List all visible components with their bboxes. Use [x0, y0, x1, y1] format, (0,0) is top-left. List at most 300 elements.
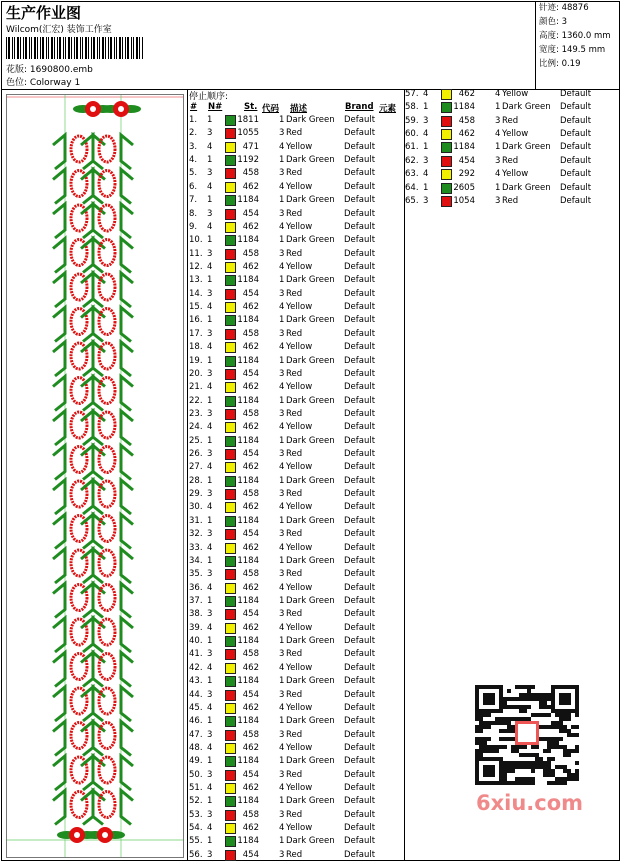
color-description: Dark Green [502, 142, 551, 153]
list-item [189, 849, 404, 862]
needle-number: 3 [207, 328, 213, 339]
thread-brand: Default [560, 102, 592, 113]
color-swatch [441, 183, 452, 194]
thread-code: 462 [242, 462, 259, 473]
list-item [189, 341, 404, 354]
thread-brand: Default [560, 169, 592, 180]
needle-number: 1 [423, 102, 429, 113]
row-index: 12. [189, 262, 203, 272]
list-item [189, 501, 404, 514]
list-item [189, 314, 404, 327]
thread-code: 458 [242, 729, 259, 740]
row-index: 17. [189, 328, 203, 339]
color-description: Yellow [502, 129, 529, 140]
color-number: 4 [279, 262, 285, 272]
color-number: 3 [279, 288, 285, 299]
needle-number: 1 [207, 475, 213, 486]
needle-number: 1 [207, 596, 213, 606]
thread-code: 1184 [453, 102, 475, 113]
needle-number: 4 [207, 382, 213, 393]
color-description: Yellow [286, 221, 313, 232]
thread-brand: Default [344, 315, 376, 326]
thread-brand: Default [344, 823, 376, 834]
thread-code: 462 [242, 742, 259, 753]
thread-code: 462 [242, 702, 259, 713]
color-swatch [225, 409, 236, 420]
stop-sequence-label: 停止顺序: [189, 92, 229, 102]
row-index: 18. [189, 342, 203, 353]
color-description: Yellow [286, 662, 313, 673]
thread-brand: Default [560, 155, 592, 166]
color-number: 4 [279, 662, 285, 673]
color-description: Red [286, 809, 303, 820]
row-index: 14. [189, 288, 203, 299]
thread-code: 1184 [237, 515, 259, 526]
needle-number: 1 [207, 435, 213, 446]
thread-code: 458 [242, 809, 259, 820]
color-description: Red [286, 248, 303, 259]
row-index: 35. [189, 569, 203, 580]
thread-brand: Default [344, 716, 376, 727]
row-index: 4. [189, 155, 198, 166]
thread-brand: Default [344, 542, 376, 553]
list-item [189, 288, 404, 301]
color-description: Red [502, 115, 519, 126]
list-item [189, 542, 404, 555]
color-swatch [225, 730, 236, 741]
color-swatch [441, 89, 452, 100]
stitch-count: 针迹: 48876 [539, 3, 589, 13]
row-index: 25. [189, 435, 203, 446]
color-number: 4 [279, 382, 285, 393]
thread-code: 462 [242, 542, 259, 553]
thread-code: 462 [242, 302, 259, 312]
thread-brand: Default [344, 208, 376, 219]
color-description: Dark Green [286, 596, 335, 606]
color-number: 3 [495, 155, 501, 166]
needle-number: 3 [207, 489, 213, 500]
thread-brand: Default [344, 262, 376, 272]
thread-code: 458 [242, 569, 259, 580]
list-item [189, 782, 404, 795]
thread-code: 454 [242, 368, 259, 379]
thread-brand: Default [344, 221, 376, 232]
thread-brand: Default [344, 235, 376, 246]
thread-brand: Default [344, 555, 376, 566]
thread-code: 1184 [237, 636, 259, 646]
needle-number: 4 [207, 462, 213, 473]
color-swatch [225, 502, 236, 513]
color-description: Yellow [286, 302, 313, 312]
color-number: 1 [279, 636, 285, 646]
thread-brand: Default [344, 502, 376, 513]
color-number: 3 [279, 368, 285, 379]
thread-brand: Default [344, 489, 376, 500]
color-description: Yellow [286, 181, 313, 192]
needle-number: 4 [423, 169, 429, 180]
list-item [189, 835, 404, 848]
list-item [189, 221, 404, 234]
needle-number: 3 [207, 689, 213, 700]
row-index: 11. [189, 248, 203, 259]
color-description: Dark Green [286, 796, 335, 807]
needle-number: 3 [423, 195, 429, 206]
color-swatch [225, 128, 236, 139]
needle-number: 4 [207, 181, 213, 192]
row-index: 52. [189, 796, 203, 807]
color-number: 3 [279, 208, 285, 219]
row-index: 37. [189, 596, 203, 606]
color-number: 1 [279, 355, 285, 366]
color-description: Dark Green [286, 395, 335, 406]
list-item [189, 167, 404, 180]
list-item [189, 622, 404, 635]
needle-number: 1 [207, 355, 213, 366]
needle-number: 3 [207, 168, 213, 179]
color-swatch [441, 129, 452, 140]
row-index: 55. [189, 836, 203, 847]
row-index: 3. [189, 141, 198, 152]
needle-number: 1 [207, 315, 213, 326]
row-index: 15. [189, 302, 203, 312]
color-number: 4 [279, 221, 285, 232]
thread-brand: Default [344, 168, 376, 179]
color-swatch [225, 836, 236, 847]
color-description: Yellow [286, 462, 313, 473]
list-item [189, 515, 404, 528]
thread-code: 454 [242, 208, 259, 219]
color-description: Dark Green [286, 235, 335, 246]
row-index: 31. [189, 515, 203, 526]
thread-code: 292 [458, 169, 475, 180]
color-swatch [225, 302, 236, 313]
color-description: Red [286, 729, 303, 740]
color-swatch [225, 796, 236, 807]
thread-code: 454 [242, 689, 259, 700]
color-number: 4 [279, 141, 285, 152]
thread-brand: Default [344, 836, 376, 847]
color-description: Red [286, 128, 303, 139]
row-index: 28. [189, 475, 203, 486]
color-swatch [225, 315, 236, 326]
needle-number: 1 [207, 235, 213, 246]
watermark-logo: 6xiu.com [476, 791, 584, 815]
needle-number: 3 [207, 449, 213, 459]
col-header-number: # [190, 102, 198, 112]
list-item [189, 234, 404, 247]
thread-brand: Default [560, 142, 592, 153]
thread-code: 2605 [453, 182, 475, 193]
row-index: 59. [405, 115, 419, 126]
list-item [189, 555, 404, 568]
needle-number: 4 [207, 141, 213, 152]
color-number: 4 [279, 622, 285, 633]
needle-number: 4 [207, 662, 213, 673]
color-description: Yellow [286, 262, 313, 272]
list-item [189, 769, 404, 782]
thread-brand: Default [344, 342, 376, 353]
color-swatch [225, 703, 236, 714]
color-swatch [225, 489, 236, 500]
row-index: 30. [189, 502, 203, 513]
thread-code: 462 [242, 262, 259, 272]
thread-code: 462 [242, 382, 259, 393]
thread-code: 1184 [237, 676, 259, 687]
color-swatch [225, 436, 236, 447]
thread-code: 1184 [237, 195, 259, 206]
row-index: 49. [189, 756, 203, 767]
needle-number: 1 [207, 395, 213, 406]
color-description: Yellow [286, 141, 313, 152]
list-item [189, 114, 404, 127]
color-number: 3 [279, 609, 285, 620]
thread-code: 1184 [237, 235, 259, 246]
row-index: 19. [189, 355, 203, 366]
thread-brand: Default [344, 462, 376, 473]
needle-number: 3 [207, 729, 213, 740]
qr-code [471, 681, 583, 789]
row-index: 22. [189, 395, 203, 406]
thread-brand: Default [344, 796, 376, 807]
color-description: Dark Green [286, 756, 335, 767]
thread-brand: Default [344, 849, 376, 860]
thread-code: 454 [242, 449, 259, 459]
thread-code: 1184 [237, 475, 259, 486]
color-swatch [225, 356, 236, 367]
needle-number: 3 [207, 368, 213, 379]
color-number: 4 [495, 169, 501, 180]
thread-code: 1055 [237, 128, 259, 139]
list-item [189, 608, 404, 621]
list-item [189, 355, 404, 368]
list-item [189, 689, 404, 702]
row-index: 42. [189, 662, 203, 673]
color-description: Dark Green [286, 315, 335, 326]
needle-number: 3 [207, 809, 213, 820]
color-description: Yellow [286, 702, 313, 713]
color-swatch [225, 449, 236, 460]
needle-number: 3 [207, 128, 213, 139]
thread-brand: Default [344, 382, 376, 393]
needle-number: 4 [423, 89, 429, 99]
needle-number: 4 [207, 342, 213, 353]
list-item [189, 461, 404, 474]
thread-code: 454 [458, 155, 475, 166]
thread-brand: Default [344, 622, 376, 633]
color-swatch [225, 676, 236, 687]
row-index: 2. [189, 128, 198, 139]
thread-code: 458 [242, 248, 259, 259]
color-number: 1 [279, 435, 285, 446]
list-item [405, 182, 620, 195]
color-number: 3 [495, 195, 501, 206]
color-description: Yellow [502, 89, 529, 99]
list-item [189, 582, 404, 595]
thread-brand: Default [344, 422, 376, 433]
thread-code: 454 [242, 288, 259, 299]
list-item [189, 194, 404, 207]
thread-code: 462 [242, 783, 259, 793]
needle-number: 4 [207, 502, 213, 513]
row-index: 43. [189, 676, 203, 687]
color-number: 4 [495, 89, 501, 99]
row-index: 53. [189, 809, 203, 820]
needle-number: 1 [207, 195, 213, 206]
thread-code: 462 [458, 89, 475, 99]
row-index: 13. [189, 275, 203, 286]
color-number: 4 [279, 342, 285, 353]
thread-code: 1184 [237, 275, 259, 286]
needle-number: 1 [207, 636, 213, 646]
thread-brand: Default [344, 596, 376, 606]
thread-code: 1184 [237, 315, 259, 326]
thread-brand: Default [344, 809, 376, 820]
color-number: 1 [279, 115, 285, 125]
thread-code: 462 [242, 422, 259, 433]
color-number: 3 [495, 115, 501, 126]
color-number: 4 [279, 502, 285, 513]
color-swatch [225, 476, 236, 487]
design-height: 高度: 1360.0 mm [539, 31, 611, 41]
thread-brand: Default [344, 569, 376, 580]
color-description: Dark Green [286, 355, 335, 366]
thread-brand: Default [344, 676, 376, 687]
row-index: 20. [189, 368, 203, 379]
list-item [405, 155, 620, 168]
row-index: 29. [189, 489, 203, 500]
needle-number: 3 [207, 529, 213, 540]
thread-brand: Default [560, 89, 592, 99]
thread-brand: Default [560, 182, 592, 193]
colorway: 色位: Colorway 1 [6, 78, 81, 88]
needle-number: 3 [207, 609, 213, 620]
color-description: Yellow [502, 169, 529, 180]
row-index: 21. [189, 382, 203, 393]
color-number: 1 [279, 836, 285, 847]
color-number: 3 [279, 809, 285, 820]
thread-code: 1184 [453, 142, 475, 153]
row-index: 27. [189, 462, 203, 473]
color-number: 3 [279, 529, 285, 540]
color-description: Yellow [286, 542, 313, 553]
thread-brand: Default [344, 155, 376, 166]
color-description: Red [286, 208, 303, 219]
color-swatch [225, 543, 236, 554]
color-swatch [225, 556, 236, 567]
list-item [189, 261, 404, 274]
thread-brand: Default [344, 435, 376, 446]
thread-code: 462 [242, 221, 259, 232]
color-number: 1 [279, 756, 285, 767]
thread-brand: Default [344, 195, 376, 206]
needle-number: 4 [207, 742, 213, 753]
row-index: 44. [189, 689, 203, 700]
row-index: 32. [189, 529, 203, 540]
needle-number: 4 [207, 582, 213, 593]
thread-code: 1184 [237, 555, 259, 566]
row-index: 7. [189, 195, 198, 206]
list-item [189, 127, 404, 140]
color-description: Red [286, 328, 303, 339]
thread-code: 1184 [237, 355, 259, 366]
row-index: 5. [189, 168, 198, 179]
thread-brand: Default [344, 395, 376, 406]
row-index: 33. [189, 542, 203, 553]
thread-code: 1184 [237, 756, 259, 767]
color-number: 4 [279, 302, 285, 312]
list-item [405, 128, 620, 141]
color-description: Yellow [286, 823, 313, 834]
thread-code: 1184 [237, 395, 259, 406]
list-item [189, 595, 404, 608]
color-number: 4 [495, 129, 501, 140]
color-swatch [225, 182, 236, 193]
thread-code: 454 [242, 769, 259, 780]
list-item [189, 448, 404, 461]
color-description: Red [286, 489, 303, 500]
color-number: 4 [279, 181, 285, 192]
barcode [6, 37, 146, 59]
color-number: 3 [279, 248, 285, 259]
color-swatch [225, 142, 236, 153]
color-description: Yellow [286, 622, 313, 633]
design-stats [535, 1, 620, 90]
color-description: Dark Green [286, 115, 335, 125]
color-number: 3 [279, 689, 285, 700]
thread-code: 1184 [237, 435, 259, 446]
color-swatch [225, 609, 236, 620]
list-item [189, 328, 404, 341]
needle-number: 1 [207, 155, 213, 166]
row-index: 65. [405, 195, 419, 206]
color-description: Dark Green [286, 836, 335, 847]
color-swatch [225, 155, 236, 166]
thread-code: 454 [242, 849, 259, 860]
color-number: 3 [279, 769, 285, 780]
color-swatch [225, 663, 236, 674]
color-swatch [225, 262, 236, 273]
list-item [189, 715, 404, 728]
row-index: 23. [189, 408, 203, 419]
color-description: Yellow [286, 382, 313, 393]
color-swatch [225, 422, 236, 433]
needle-number: 4 [207, 542, 213, 553]
list-item [189, 528, 404, 541]
color-swatch [441, 116, 452, 127]
color-number: 1 [279, 155, 285, 166]
color-swatch [225, 275, 236, 286]
needle-number: 4 [207, 422, 213, 433]
thread-brand: Default [560, 195, 592, 206]
thread-brand: Default [344, 515, 376, 526]
thread-code: 462 [242, 823, 259, 834]
list-item [189, 822, 404, 835]
list-item [189, 475, 404, 488]
color-description: Dark Green [286, 435, 335, 446]
thread-code: 454 [242, 609, 259, 620]
color-swatch [225, 115, 236, 126]
color-description: Red [286, 569, 303, 580]
color-description: Dark Green [286, 195, 335, 206]
color-swatch [225, 235, 236, 246]
color-swatch [441, 142, 452, 153]
color-number: 4 [279, 462, 285, 473]
color-swatch [225, 382, 236, 393]
column-divider [187, 90, 188, 860]
row-index: 34. [189, 555, 203, 566]
color-description: Red [286, 649, 303, 660]
color-swatch [225, 369, 236, 380]
